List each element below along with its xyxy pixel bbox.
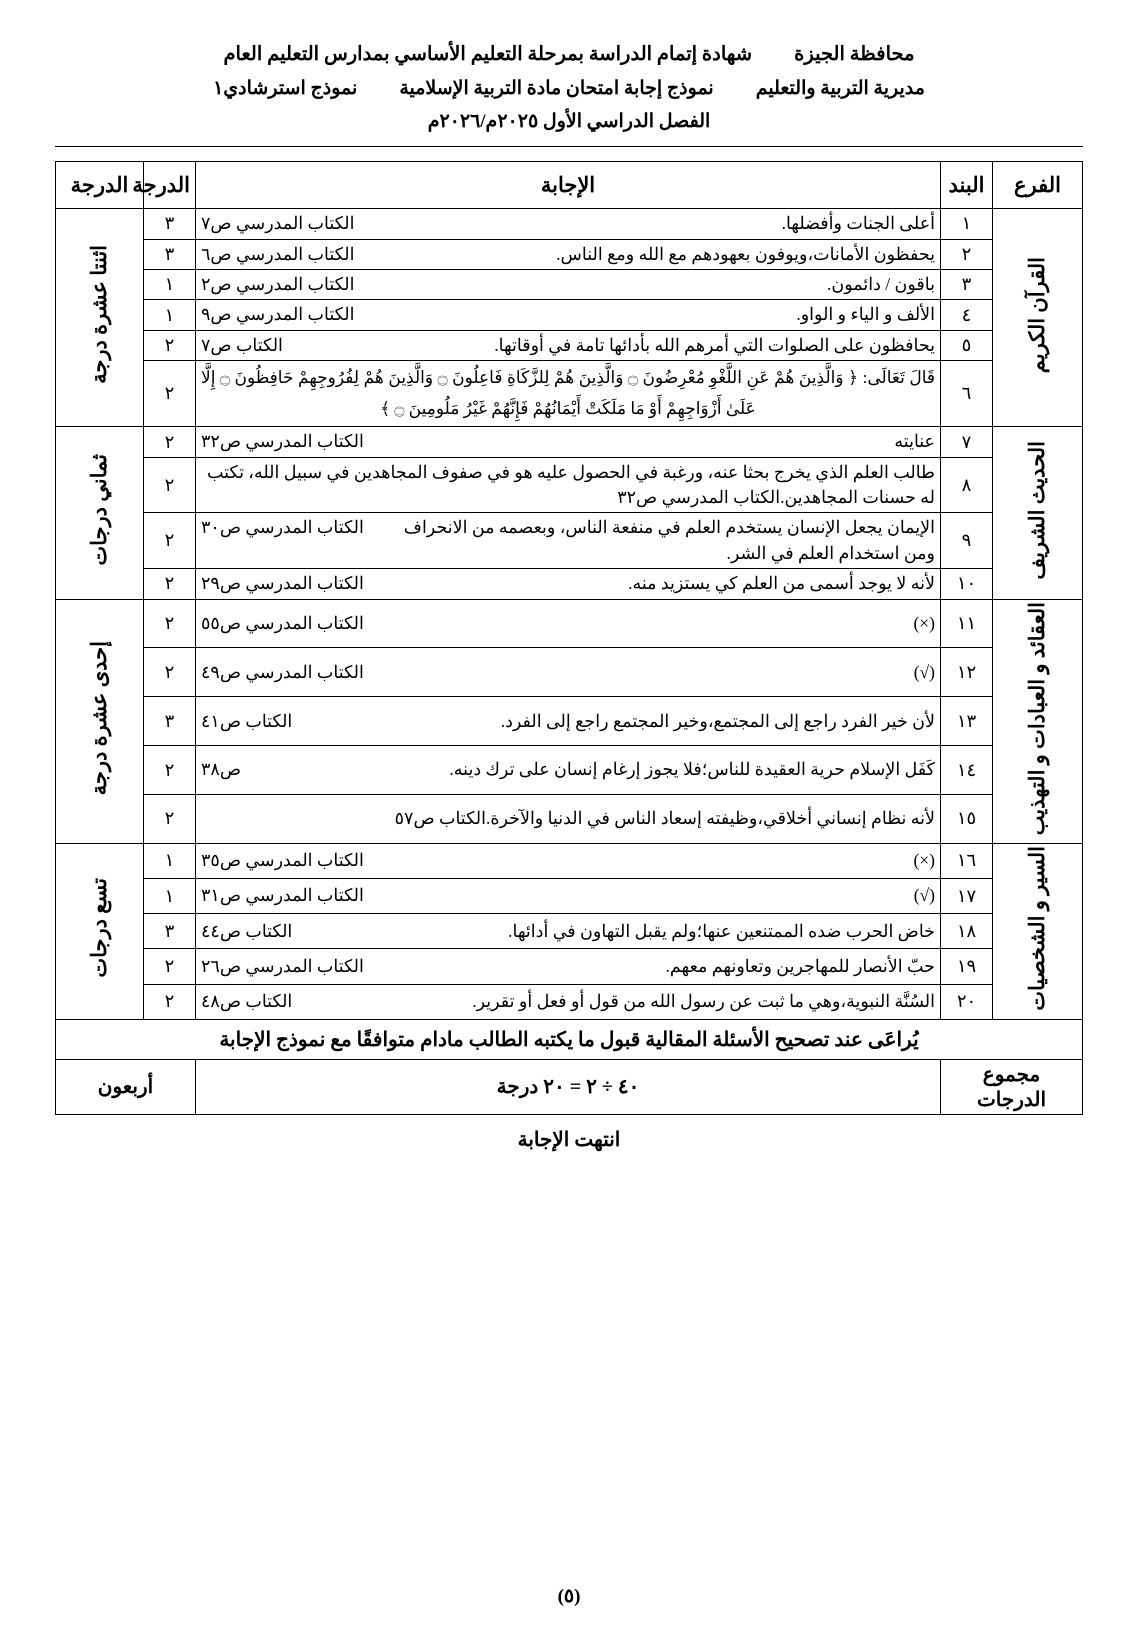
item-number: ١٧ xyxy=(941,879,993,914)
total-expression: ٤٠ ÷ ٢ = ٢٠ درجة xyxy=(196,1059,941,1114)
answer-reference: الكتاب ص٤١ xyxy=(201,710,293,731)
grade-cell: ٢ xyxy=(144,569,196,599)
answer-reference: الكتاب المدرسي ص٣٢ xyxy=(201,431,364,452)
table-row xyxy=(56,457,1083,513)
item-number: ٧ xyxy=(941,427,993,457)
answer-cell xyxy=(196,513,941,569)
answer-text: طالب العلم الذي يخرج بحثا عنه، ورغبة في الحصول عليه هو في صفوف المجاهدين في سبيل الله، تكتب له حسنات المجاهدين.الكتاب المدرسي ص٣٢ xyxy=(206,461,935,508)
item-number: ١١ xyxy=(941,599,993,648)
answer-cell xyxy=(196,457,941,513)
group-grade-hadith: ثماني درجات xyxy=(56,427,144,599)
col-header-grade: الدرجة xyxy=(144,162,196,209)
grading-note: يُراعَى عند تصحيح الأسئلة المقالية قبول ما يكتبه الطالب مادام متوافقًا مع نموذج الإجابة xyxy=(56,1019,1083,1059)
branch-cell-aqaid: العقائد و العبادات و التهذيب xyxy=(993,599,1083,843)
answer-text: لأنه نظام إنساني أخلاقي،وظيفته إسعاد الناس في الدنيا والآخرة.الكتاب ص٥٧ xyxy=(394,808,935,829)
answer-text: لأنه لا يوجد أسمى من العلم كي يستزيد منه. xyxy=(628,573,935,594)
end-of-answer-text: انتهت الإجابة xyxy=(517,1128,621,1151)
document-header xyxy=(55,40,1083,136)
answer-reference: الكتاب ص٤٨ xyxy=(201,990,293,1011)
table-row xyxy=(56,843,1083,878)
item-number: ١٨ xyxy=(941,914,993,949)
answer-cell xyxy=(196,795,941,844)
answer-text: (×) xyxy=(913,612,935,633)
answer-text: لأن خير الفرد راجع إلى المجتمع،وخير المجتمع راجع إلى الفرد. xyxy=(500,710,935,731)
answer-text: (√) xyxy=(913,661,935,682)
total-in-words: أربعون xyxy=(56,1059,196,1114)
answer-text: باقون / دائمون. xyxy=(827,274,935,294)
item-number: ١٣ xyxy=(941,697,993,746)
table-row xyxy=(56,599,1083,648)
answer-text: الألف و الياء و الواو. xyxy=(796,304,935,325)
grading-note-row xyxy=(56,1019,1083,1059)
item-number: ٢٠ xyxy=(941,984,993,1019)
answer-reference: الكتاب المدرسي ص٣١ xyxy=(201,885,364,906)
quran-verse-text: قَالَ تَعَالَى: ﴿ وَالَّذِينَ هُمْ عَنِ اللَّغْوِ مُعْرِضُونَ ۝ وَالَّذِينَ هُمْ لِلزَّكَاةِ فَاعِلُونَ ۝ وَالَّذِينَ هُمْ لِفُرُوجِهِمْ حَافِظُونَ ۝ إِلَّا عَلَىٰ أَزْوَاجِهِمْ أَوْ مَا مَلَكَتْ أَيْمَانُهُمْ فَإِنَّهُمْ غَيْرُ مَلُومِينَ ۝ ﴾ xyxy=(201,368,936,418)
table-row xyxy=(56,361,1083,427)
answer-cell xyxy=(196,427,941,457)
table-header-row xyxy=(56,162,1083,209)
answer-reference: الكتاب المدرسي ص٥٥ xyxy=(201,612,364,633)
header-line-1 xyxy=(55,40,1083,69)
answer-cell xyxy=(196,914,941,949)
item-number: ٣ xyxy=(941,270,993,300)
group-grade-seerah: تسع درجات xyxy=(56,843,144,1019)
item-number: ١ xyxy=(941,209,993,239)
grade-cell: ٣ xyxy=(144,697,196,746)
item-number: ١٦ xyxy=(941,843,993,878)
answer-cell xyxy=(196,599,941,648)
table-row xyxy=(56,984,1083,1019)
certificate-title: شهادة إتمام الدراسة بمرحلة التعليم الأساسي بمدارس التعليم العام xyxy=(223,44,753,65)
table-row xyxy=(56,914,1083,949)
header-line-2 xyxy=(55,75,1083,104)
col-header-answer: الإجابة xyxy=(196,162,941,209)
grade-cell: ٢ xyxy=(144,513,196,569)
answer-reference: الكتاب ص٤٤ xyxy=(201,920,293,941)
answer-text: عنايته xyxy=(894,431,935,452)
answer-reference: الكتاب المدرسي ص٩ xyxy=(201,304,355,325)
item-number: ١٩ xyxy=(941,949,993,984)
answer-cell-quran-verse xyxy=(196,361,941,427)
branch-cell-hadith: الحديث الشريف xyxy=(993,427,1083,599)
answer-text: يحفظون الأمانات،ويوفون بعهودهم مع الله ومع الناس. xyxy=(556,243,935,264)
item-number: ١٠ xyxy=(941,569,993,599)
answer-reference: الكتاب المدرسي ص٢٦ xyxy=(201,955,364,976)
item-number: ٥ xyxy=(941,330,993,360)
group-grade-quran: اثنتا عشرة درجة xyxy=(56,209,144,427)
term-label: الفصل الدراسي الأول ٢٠٢٥م/٢٠٢٦م xyxy=(427,110,711,132)
grade-cell: ٢ xyxy=(144,457,196,513)
grade-cell: ١ xyxy=(144,843,196,878)
exam-answer-title: نموذج إجابة امتحان مادة التربية الإسلامية xyxy=(399,78,714,100)
table-row xyxy=(56,795,1083,844)
answer-text: كَفَل الإسلام حرية العقيدة للناس؛فلا يجوز إرغام إنسان على ترك دينه. xyxy=(449,759,935,780)
answer-reference: الكتاب ص٧ xyxy=(201,334,283,355)
answer-cell xyxy=(196,239,941,269)
answer-text: (√) xyxy=(913,885,935,906)
answer-cell xyxy=(196,879,941,914)
grade-cell: ٣ xyxy=(144,239,196,269)
answer-cell xyxy=(196,330,941,360)
total-label: مجموع الدرجات xyxy=(941,1059,1083,1114)
answer-text: أعلى الجنات وأفضلها. xyxy=(781,213,935,234)
answer-cell xyxy=(196,746,941,795)
answer-text: الإيمان يجعل الإنسان يستخدم العلم في منفعة الناس، وبعصمه من الانحراف ومن استخدام العلم في الشر. xyxy=(403,517,935,563)
table-row xyxy=(56,569,1083,599)
table-row xyxy=(56,427,1083,457)
answer-cell xyxy=(196,270,941,300)
answer-text: حبّ الأنصار للمهاجرين وتعاونهم معهم. xyxy=(665,955,935,976)
table-row xyxy=(56,300,1083,330)
col-header-item: البند xyxy=(941,162,993,209)
grade-cell: ٢ xyxy=(144,599,196,648)
answers-table xyxy=(55,161,1083,1114)
grade-cell: ٢ xyxy=(144,746,196,795)
grade-cell: ٢ xyxy=(144,795,196,844)
item-number: ١٥ xyxy=(941,795,993,844)
grade-cell: ٣ xyxy=(144,209,196,239)
totals-row xyxy=(56,1059,1083,1114)
table-row xyxy=(56,697,1083,746)
governorate-label: محافظة الجيزة xyxy=(794,44,915,65)
answer-cell xyxy=(196,697,941,746)
answer-text: يحافظون على الصلوات التي أمرهم الله بأدائها تامة في أوقاتها. xyxy=(494,334,935,355)
group-grade-aqaid: إحدى عشرة درجة xyxy=(56,599,144,843)
answer-reference: الكتاب المدرسي ص٣٠ xyxy=(201,517,364,538)
grade-cell: ٣ xyxy=(144,914,196,949)
answer-reference: الكتاب المدرسي ص٢٩ xyxy=(201,573,364,594)
table-row xyxy=(56,513,1083,569)
item-number: ١٢ xyxy=(941,648,993,697)
model-label: نموذج استرشادي١ xyxy=(213,78,358,100)
item-number: ٢ xyxy=(941,239,993,269)
item-number: ١٤ xyxy=(941,746,993,795)
answer-reference: الكتاب المدرسي ص٣٥ xyxy=(201,850,364,871)
answer-cell xyxy=(196,984,941,1019)
table-row xyxy=(56,879,1083,914)
branch-cell-seerah: السير و الشخصيات xyxy=(993,843,1083,1019)
item-number: ٨ xyxy=(941,457,993,513)
grade-cell: ٢ xyxy=(144,361,196,427)
branch-cell-quran: القرآن الكريم xyxy=(993,209,1083,427)
item-number: ٤ xyxy=(941,300,993,330)
table-row xyxy=(56,270,1083,300)
item-number: ٩ xyxy=(941,513,993,569)
answer-reference: ص٣٨ xyxy=(201,759,241,780)
grade-cell: ١ xyxy=(144,879,196,914)
col-header-branch: الفرع xyxy=(993,162,1083,209)
grade-cell: ٢ xyxy=(144,427,196,457)
answer-reference: الكتاب المدرسي ص٢ xyxy=(201,274,355,294)
grade-cell: ١ xyxy=(144,270,196,300)
header-divider xyxy=(55,146,1083,147)
page-number: (٥) xyxy=(557,1586,581,1607)
answer-cell xyxy=(196,569,941,599)
grade-cell: ٢ xyxy=(144,949,196,984)
grade-cell: ٢ xyxy=(144,984,196,1019)
answer-reference: الكتاب المدرسي ص٦ xyxy=(201,243,355,264)
directorate-label: مديرية التربية والتعليم xyxy=(755,78,925,100)
table-row xyxy=(56,330,1083,360)
answer-text: السُنَّة النبوية،وهي ما ثبت عن رسول الله من قول أو فعل أو تقرير. xyxy=(472,990,935,1011)
answer-cell xyxy=(196,648,941,697)
grade-cell: ١ xyxy=(144,300,196,330)
table-row xyxy=(56,648,1083,697)
answer-reference: الكتاب المدرسي ص٤٩ xyxy=(201,661,364,682)
item-number: ٦ xyxy=(941,361,993,427)
table-row xyxy=(56,949,1083,984)
grade-cell: ٢ xyxy=(144,330,196,360)
table-row xyxy=(56,239,1083,269)
table-row xyxy=(56,209,1083,239)
answer-text: خاض الحرب ضده الممتنعين عنها؛ولم يقبل التهاون في أدائها. xyxy=(508,920,935,941)
answer-cell xyxy=(196,209,941,239)
answer-cell xyxy=(196,300,941,330)
answer-reference: الكتاب المدرسي ص٧ xyxy=(201,213,355,234)
answer-cell xyxy=(196,949,941,984)
grade-cell: ٢ xyxy=(144,648,196,697)
table-row xyxy=(56,746,1083,795)
answer-text: (×) xyxy=(913,850,935,871)
answer-cell xyxy=(196,843,941,878)
col-header-total-grade: الدرجة xyxy=(56,162,144,209)
